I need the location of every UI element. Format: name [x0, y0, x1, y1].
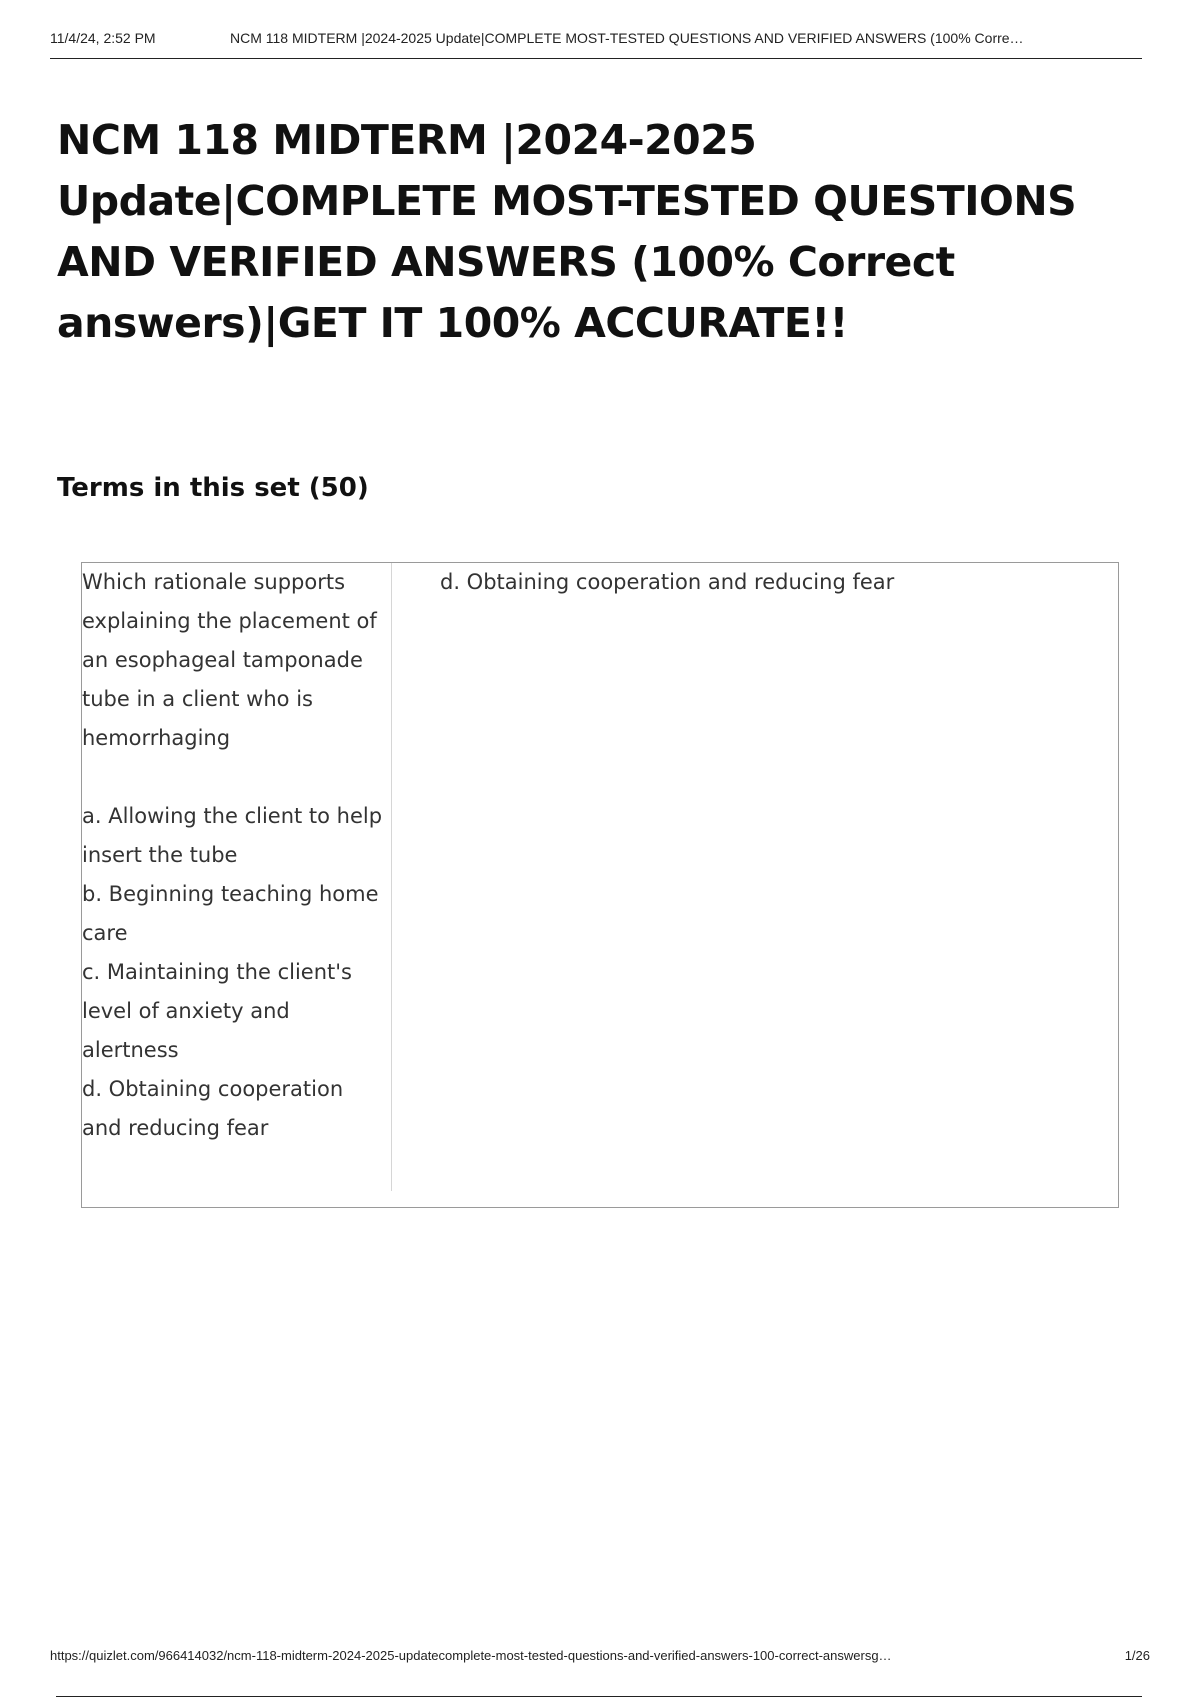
page-number: 1/26: [1124, 1648, 1150, 1663]
terms-heading: Terms in this set (50): [57, 473, 369, 503]
term-text: Which rationale supports explaining the placement of an esophageal tamponade tube in a client who is hemorrhaging a. Allowing the client to help insert the tube b. Beginning teaching home care c. Maintaining the client's level of anxiety and alertness d. Obtaining cooperation and reducing fear: [82, 563, 392, 1191]
print-date: 11/4/24, 2:52 PM: [50, 30, 156, 46]
footer-divider: [56, 1696, 1142, 1697]
print-header: [50, 30, 1142, 59]
print-footer: [50, 1648, 1150, 1688]
term-card: [81, 562, 1119, 1208]
definition-text: d. Obtaining cooperation and reducing fear: [440, 570, 895, 594]
page-url: https://quizlet.com/966414032/ncm-118-midterm-2024-2025-updatecomplete-most-tested-questions-and-verified-answers-100-correct-answersg…: [50, 1648, 892, 1663]
print-doc-title: NCM 118 MIDTERM |2024-2025 Update|COMPLETE MOST-TESTED QUESTIONS AND VERIFIED ANSWERS (100% Corre…: [230, 30, 1024, 46]
page-title: NCM 118 MIDTERM |2024-2025 Update|COMPLETE MOST-TESTED QUESTIONS AND VERIFIED ANSWERS (100% Correct answers)|GET IT 100% ACCURATE!!: [57, 116, 1077, 347]
